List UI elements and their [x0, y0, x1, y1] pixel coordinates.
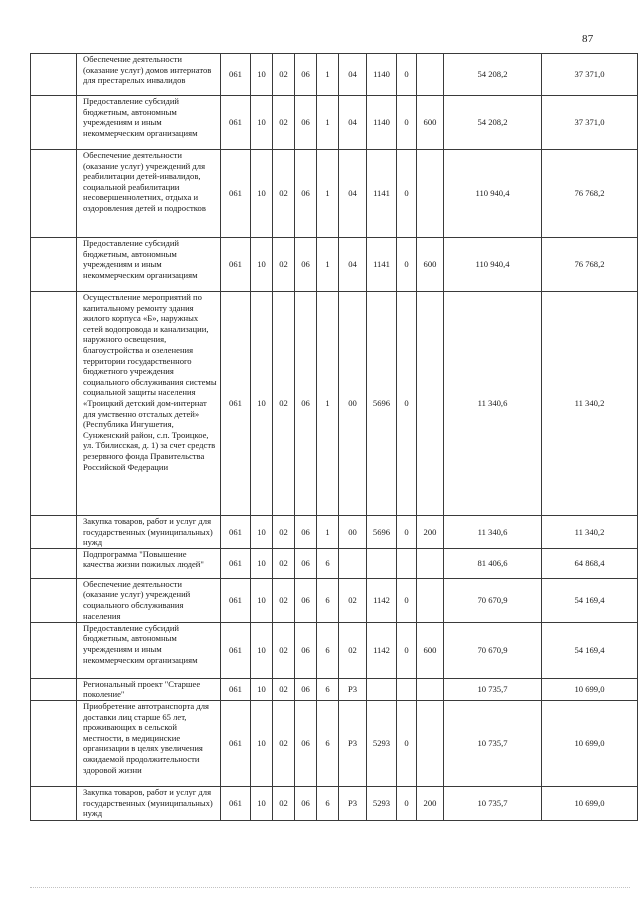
subprogram-code-cell: 6 [317, 548, 339, 578]
section-code-cell: 10 [251, 700, 273, 786]
amount-executed-cell: 10 699,0 [542, 700, 638, 786]
direction-code-cell: 5696 [367, 292, 397, 516]
subsection-code-cell: 02 [273, 622, 295, 678]
event-code-cell: 04 [339, 54, 367, 96]
direction-code-cell: 5696 [367, 516, 397, 549]
amount-executed-cell: 37 371,0 [542, 54, 638, 96]
expense-type-code-cell [417, 292, 444, 516]
amount-executed-cell: 76 768,2 [542, 150, 638, 238]
event-code-cell: Р3 [339, 700, 367, 786]
table-row [31, 578, 638, 622]
row-number-cell [31, 150, 77, 238]
item-name-cell: Закупка товаров, работ и услуг для государственных (муниципальных) нужд [77, 786, 221, 820]
row-number-cell [31, 578, 77, 622]
event-code-cell: 00 [339, 292, 367, 516]
ministry-code-cell: 061 [221, 786, 251, 820]
ministry-code-cell: 061 [221, 96, 251, 150]
amount-planned-cell: 70 670,9 [444, 622, 542, 678]
level-code-cell: 0 [397, 238, 417, 292]
amount-planned-cell: 54 208,2 [444, 54, 542, 96]
section-code-cell: 10 [251, 786, 273, 820]
program-code-cell: 06 [295, 548, 317, 578]
program-code-cell: 06 [295, 292, 317, 516]
subsection-code-cell: 02 [273, 700, 295, 786]
footer-scan-marks [30, 887, 630, 892]
subsection-code-cell: 02 [273, 678, 295, 700]
table-row [31, 700, 638, 786]
row-number-cell [31, 292, 77, 516]
direction-code-cell: 1141 [367, 238, 397, 292]
event-code-cell: 00 [339, 516, 367, 549]
item-name-cell: Предоставление субсидий бюджетным, автономным учреждениям и иным некоммерческим организациям [77, 96, 221, 150]
expense-type-code-cell: 200 [417, 516, 444, 549]
direction-code-cell [367, 548, 397, 578]
ministry-code-cell: 061 [221, 150, 251, 238]
row-number-cell [31, 786, 77, 820]
event-code-cell: 02 [339, 622, 367, 678]
subprogram-code-cell: 1 [317, 292, 339, 516]
amount-executed-cell: 64 868,4 [542, 548, 638, 578]
event-code-cell: 04 [339, 96, 367, 150]
page-number: 87 [582, 33, 594, 45]
table-row [31, 292, 638, 516]
amount-executed-cell: 76 768,2 [542, 238, 638, 292]
program-code-cell: 06 [295, 578, 317, 622]
level-code-cell: 0 [397, 292, 417, 516]
row-number-cell [31, 516, 77, 549]
amount-planned-cell: 70 670,9 [444, 578, 542, 622]
subsection-code-cell: 02 [273, 96, 295, 150]
amount-executed-cell: 11 340,2 [542, 292, 638, 516]
expense-type-code-cell: 600 [417, 238, 444, 292]
program-code-cell: 06 [295, 96, 317, 150]
item-name-cell: Обеспечение деятельности (оказание услуг) учреждений социального обслуживания населения [77, 578, 221, 622]
program-code-cell: 06 [295, 700, 317, 786]
table-row [31, 96, 638, 150]
event-code-cell: 04 [339, 238, 367, 292]
amount-planned-cell: 110 940,4 [444, 238, 542, 292]
direction-code-cell: 5293 [367, 786, 397, 820]
item-name-cell: Предоставление субсидий бюджетным, автономным учреждениям и иным некоммерческим организациям [77, 238, 221, 292]
ministry-code-cell: 061 [221, 292, 251, 516]
row-number-cell [31, 96, 77, 150]
direction-code-cell: 1142 [367, 622, 397, 678]
level-code-cell: 0 [397, 54, 417, 96]
event-code-cell [339, 548, 367, 578]
section-code-cell: 10 [251, 678, 273, 700]
program-code-cell: 06 [295, 238, 317, 292]
subsection-code-cell: 02 [273, 786, 295, 820]
amount-executed-cell: 10 699,0 [542, 786, 638, 820]
subprogram-code-cell: 1 [317, 54, 339, 96]
ministry-code-cell: 061 [221, 516, 251, 549]
section-code-cell: 10 [251, 238, 273, 292]
row-number-cell [31, 700, 77, 786]
program-code-cell: 06 [295, 150, 317, 238]
section-code-cell: 10 [251, 622, 273, 678]
direction-code-cell: 5293 [367, 700, 397, 786]
item-name-cell: Осуществление мероприятий по капитальному ремонту здания жилого корпуса «Б», наружных сетей водопровода и канализации, наружного освещения, благоустройства и озеленения территории государственного бюджетного учреждения социального обслуживания системы социальной защиты населения «Троицкий детский дом-интернат для умственно отсталых детей» (Республика Ингушетия, Сунженский район, с.п. Троицкое, ул. Тбилисская, д. 1) за счет средств резервного фонда Правительства Российской Федерации [77, 292, 221, 516]
section-code-cell: 10 [251, 292, 273, 516]
level-code-cell: 0 [397, 516, 417, 549]
row-number-cell [31, 54, 77, 96]
level-code-cell: 0 [397, 96, 417, 150]
ministry-code-cell: 061 [221, 700, 251, 786]
direction-code-cell: 1140 [367, 54, 397, 96]
subsection-code-cell: 02 [273, 150, 295, 238]
amount-planned-cell: 10 735,7 [444, 700, 542, 786]
expense-type-code-cell [417, 678, 444, 700]
item-name-cell: Предоставление субсидий бюджетным, автономным учреждениям и иным некоммерческим организациям [77, 622, 221, 678]
event-code-cell: Р3 [339, 678, 367, 700]
amount-executed-cell: 54 169,4 [542, 578, 638, 622]
section-code-cell: 10 [251, 548, 273, 578]
level-code-cell: 0 [397, 622, 417, 678]
amount-executed-cell: 54 169,4 [542, 622, 638, 678]
event-code-cell: 04 [339, 150, 367, 238]
expense-type-code-cell: 600 [417, 622, 444, 678]
program-code-cell: 06 [295, 678, 317, 700]
table-row [31, 548, 638, 578]
expense-type-code-cell [417, 150, 444, 238]
subsection-code-cell: 02 [273, 516, 295, 549]
row-number-cell [31, 238, 77, 292]
table-row [31, 54, 638, 96]
table-row [31, 678, 638, 700]
subsection-code-cell: 02 [273, 292, 295, 516]
amount-executed-cell: 11 340,2 [542, 516, 638, 549]
level-code-cell [397, 678, 417, 700]
ministry-code-cell: 061 [221, 548, 251, 578]
subsection-code-cell: 02 [273, 54, 295, 96]
event-code-cell: Р3 [339, 786, 367, 820]
direction-code-cell: 1141 [367, 150, 397, 238]
expense-type-code-cell [417, 548, 444, 578]
budget-table [30, 53, 638, 821]
subprogram-code-cell: 1 [317, 516, 339, 549]
item-name-cell: Подпрограмма "Повышение качества жизни пожилых людей" [77, 548, 221, 578]
level-code-cell: 0 [397, 150, 417, 238]
section-code-cell: 10 [251, 96, 273, 150]
section-code-cell: 10 [251, 150, 273, 238]
row-number-cell [31, 622, 77, 678]
level-code-cell [397, 548, 417, 578]
amount-planned-cell: 11 340,6 [444, 292, 542, 516]
subsection-code-cell: 02 [273, 238, 295, 292]
subprogram-code-cell: 1 [317, 96, 339, 150]
subprogram-code-cell: 6 [317, 786, 339, 820]
ministry-code-cell: 061 [221, 238, 251, 292]
table-row [31, 786, 638, 820]
table-row [31, 150, 638, 238]
item-name-cell: Приобретение автотранспорта для доставки лиц старше 65 лет, проживающих в сельской местности, в медицинские организации в целях увеличения ожидаемой продолжительности здоровой жизни [77, 700, 221, 786]
table-row [31, 238, 638, 292]
ministry-code-cell: 061 [221, 578, 251, 622]
direction-code-cell: 1142 [367, 578, 397, 622]
level-code-cell: 0 [397, 578, 417, 622]
row-number-cell [31, 678, 77, 700]
section-code-cell: 10 [251, 516, 273, 549]
program-code-cell: 06 [295, 622, 317, 678]
amount-planned-cell: 81 406,6 [444, 548, 542, 578]
subprogram-code-cell: 1 [317, 150, 339, 238]
amount-executed-cell: 10 699,0 [542, 678, 638, 700]
table-row [31, 516, 638, 549]
program-code-cell: 06 [295, 786, 317, 820]
amount-planned-cell: 10 735,7 [444, 678, 542, 700]
table-row [31, 622, 638, 678]
item-name-cell: Обеспечение деятельности (оказание услуг) домов интернатов для престарелых инвалидов [77, 54, 221, 96]
subprogram-code-cell: 6 [317, 578, 339, 622]
ministry-code-cell: 061 [221, 54, 251, 96]
event-code-cell: 02 [339, 578, 367, 622]
subprogram-code-cell: 6 [317, 700, 339, 786]
section-code-cell: 10 [251, 578, 273, 622]
program-code-cell: 06 [295, 54, 317, 96]
expense-type-code-cell: 200 [417, 786, 444, 820]
program-code-cell: 06 [295, 516, 317, 549]
amount-planned-cell: 110 940,4 [444, 150, 542, 238]
item-name-cell: Обеспечение деятельности (оказание услуг) учреждений для реабилитации детей-инвалидов, социальной реабилитации несовершеннолетних, отдыха и оздоровления детей и подростков [77, 150, 221, 238]
subsection-code-cell: 02 [273, 548, 295, 578]
subprogram-code-cell: 1 [317, 238, 339, 292]
row-number-cell [31, 548, 77, 578]
expense-type-code-cell: 600 [417, 96, 444, 150]
subsection-code-cell: 02 [273, 578, 295, 622]
expense-type-code-cell [417, 700, 444, 786]
subprogram-code-cell: 6 [317, 678, 339, 700]
section-code-cell: 10 [251, 54, 273, 96]
direction-code-cell: 1140 [367, 96, 397, 150]
subprogram-code-cell: 6 [317, 622, 339, 678]
item-name-cell: Региональный проект "Старшее поколение" [77, 678, 221, 700]
amount-planned-cell: 11 340,6 [444, 516, 542, 549]
item-name-cell: Закупка товаров, работ и услуг для государственных (муниципальных) нужд [77, 516, 221, 549]
expense-type-code-cell [417, 54, 444, 96]
amount-executed-cell: 37 371,0 [542, 96, 638, 150]
ministry-code-cell: 061 [221, 678, 251, 700]
level-code-cell: 0 [397, 786, 417, 820]
direction-code-cell [367, 678, 397, 700]
amount-planned-cell: 54 208,2 [444, 96, 542, 150]
ministry-code-cell: 061 [221, 622, 251, 678]
expense-type-code-cell [417, 578, 444, 622]
amount-planned-cell: 10 735,7 [444, 786, 542, 820]
level-code-cell: 0 [397, 700, 417, 786]
